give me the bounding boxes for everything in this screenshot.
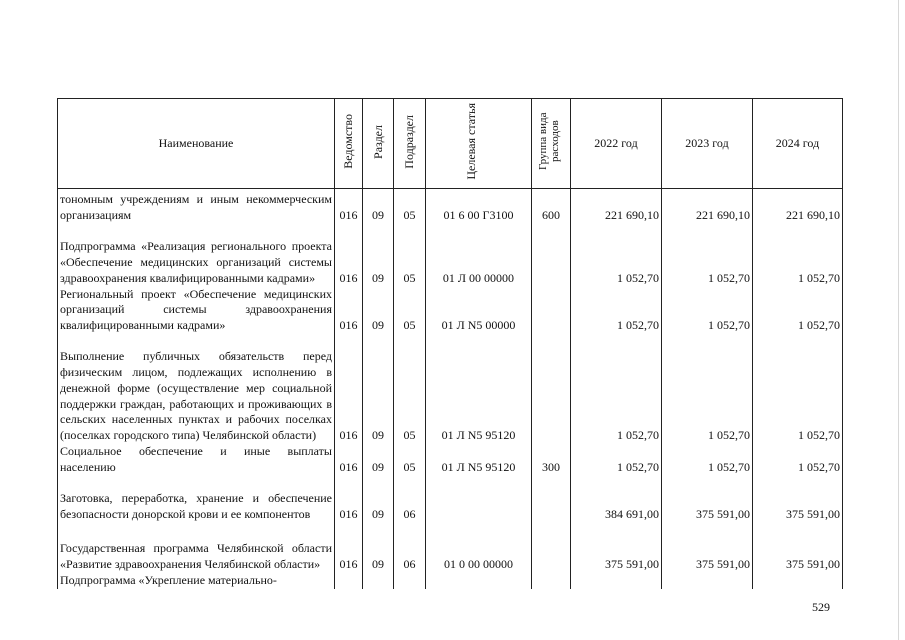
row-gruppa (532, 334, 571, 444)
row-2023: 1 052,70 (662, 224, 753, 287)
table-row (58, 523, 843, 573)
row-2024 (753, 573, 843, 589)
row-ved: 016 (335, 224, 363, 287)
header-podrazdel: Подраздел (394, 99, 426, 189)
page-number: 529 (812, 600, 830, 614)
header-razdel: Раздел (363, 99, 394, 189)
row-2023: 221 690,10 (662, 189, 753, 224)
row-2024: 1 052,70 (753, 334, 843, 444)
row-razdel (363, 573, 394, 589)
row-2022 (571, 573, 662, 589)
header-2023: 2023 год (662, 99, 753, 189)
row-ved: 016 (335, 444, 363, 476)
row-name: Подпрограмма «Укрепление материально- (58, 573, 335, 589)
row-name: Заготовка, переработка, хранение и обеспечение безопасности донорской крови и ее компонентов (58, 476, 335, 523)
row-gruppa (532, 573, 571, 589)
row-celevaya: 01 Л 00 00000 (426, 224, 532, 287)
row-podrazdel (394, 573, 426, 589)
row-2024: 1 052,70 (753, 444, 843, 476)
row-name: Социальное обеспечение и иные выплаты населению (58, 444, 335, 476)
row-razdel: 09 (363, 189, 394, 224)
row-podrazdel: 05 (394, 224, 426, 287)
row-razdel: 09 (363, 523, 394, 573)
row-podrazdel: 05 (394, 444, 426, 476)
row-2024: 1 052,70 (753, 224, 843, 287)
header-celevaya: Целевая статья (426, 99, 532, 189)
row-podrazdel: 05 (394, 334, 426, 444)
row-2022: 1 052,70 (571, 334, 662, 444)
row-name: Региональный проект «Обеспечение медицинских организаций системы здравоохранения квалифицированными кадрами» (58, 287, 335, 334)
row-2023: 375 591,00 (662, 476, 753, 523)
table-header-row (58, 99, 843, 189)
row-gruppa (532, 523, 571, 573)
row-celevaya (426, 476, 532, 523)
scan-edge-line (898, 0, 899, 640)
table-row (58, 334, 843, 444)
row-celevaya: 01 Л N5 00000 (426, 287, 532, 334)
row-ved: 016 (335, 334, 363, 444)
row-podrazdel: 05 (394, 287, 426, 334)
row-name: Государственная программа Челябинской области «Развитие здравоохранения Челябинской области» (58, 523, 335, 573)
row-name: Выполнение публичных обязательств перед физическим лицом, подлежащих исполнению в денежной форме (осуществление мер социальной поддержки граждан, работающих и проживающих в сельских населенных пунктах и рабочих поселках (поселках городского типа) Челябинской области) (58, 334, 335, 444)
row-2022: 375 591,00 (571, 523, 662, 573)
row-2022: 384 691,00 (571, 476, 662, 523)
row-ved: 016 (335, 287, 363, 334)
row-2024: 375 591,00 (753, 476, 843, 523)
row-2022: 1 052,70 (571, 287, 662, 334)
row-2022: 1 052,70 (571, 444, 662, 476)
row-celevaya: 01 Л N5 95120 (426, 444, 532, 476)
row-razdel: 09 (363, 224, 394, 287)
row-name: Подпрограмма «Реализация регионального проекта «Обеспечение медицинских организаций системы здравоохранения квалифицированными кадрами» (58, 224, 335, 287)
budget-table (57, 98, 843, 589)
header-2022: 2022 год (571, 99, 662, 189)
row-ved: 016 (335, 476, 363, 523)
row-podrazdel: 06 (394, 476, 426, 523)
row-ved (335, 573, 363, 589)
row-celevaya (426, 573, 532, 589)
row-gruppa (532, 287, 571, 334)
row-gruppa (532, 476, 571, 523)
row-celevaya: 01 6 00 Г3100 (426, 189, 532, 224)
table-row (58, 444, 843, 476)
header-gruppa: Группа вида расходов (532, 99, 571, 189)
header-vedomstvo: Ведомство (335, 99, 363, 189)
header-2024: 2024 год (753, 99, 843, 189)
table-row (58, 189, 843, 224)
table-row (58, 287, 843, 334)
row-razdel: 09 (363, 444, 394, 476)
table-row (58, 224, 843, 287)
table-row (58, 476, 843, 523)
row-2024: 1 052,70 (753, 287, 843, 334)
row-razdel: 09 (363, 334, 394, 444)
header-name: Наименование (58, 99, 335, 189)
row-2022: 221 690,10 (571, 189, 662, 224)
row-gruppa: 600 (532, 189, 571, 224)
row-podrazdel: 05 (394, 189, 426, 224)
row-celevaya: 01 Л N5 95120 (426, 334, 532, 444)
row-2023 (662, 573, 753, 589)
row-razdel: 09 (363, 287, 394, 334)
row-ved: 016 (335, 523, 363, 573)
table-row (58, 573, 843, 589)
row-celevaya: 01 0 00 00000 (426, 523, 532, 573)
row-razdel: 09 (363, 476, 394, 523)
row-2023: 1 052,70 (662, 334, 753, 444)
row-2023: 1 052,70 (662, 444, 753, 476)
row-2023: 1 052,70 (662, 287, 753, 334)
row-2023: 375 591,00 (662, 523, 753, 573)
row-ved: 016 (335, 189, 363, 224)
row-gruppa: 300 (532, 444, 571, 476)
row-2024: 375 591,00 (753, 523, 843, 573)
row-2024: 221 690,10 (753, 189, 843, 224)
row-2022: 1 052,70 (571, 224, 662, 287)
row-name: тономным учреждениям и иным некоммерческим организациям (58, 189, 335, 224)
row-podrazdel: 06 (394, 523, 426, 573)
row-gruppa (532, 224, 571, 287)
